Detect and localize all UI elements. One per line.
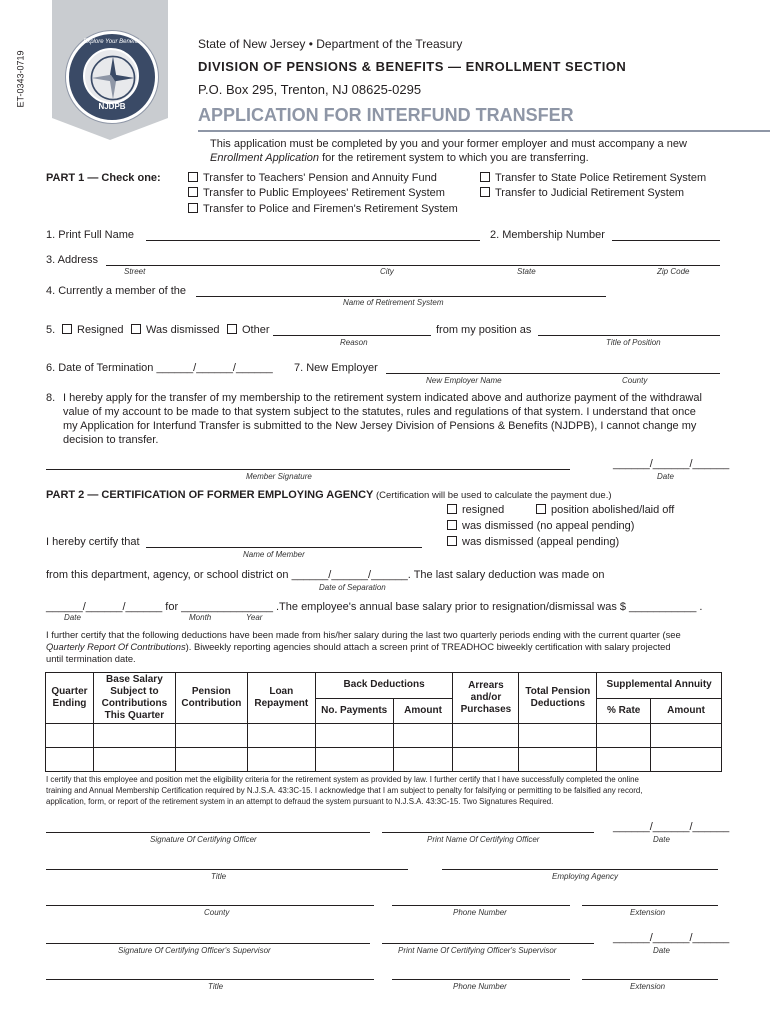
caption-month: Month	[189, 613, 212, 622]
option-tpaf[interactable]	[188, 172, 437, 184]
th-supplemental: Supplemental Annuity	[597, 673, 722, 699]
q5-resigned-label: Resigned	[77, 324, 124, 336]
th-arrears: Arrears and/or Purchases	[453, 673, 519, 724]
table-cell[interactable]	[597, 724, 651, 748]
caption-print-supervisor: Print Name Of Certifying Officer's Supervisor	[398, 946, 557, 955]
table-cell[interactable]	[247, 724, 315, 748]
caption-city: City	[380, 267, 394, 276]
member-date-field[interactable]: ______/______/______	[613, 458, 730, 470]
further-certify-1: I further certify that the following deductions have been made from his/her salary during the last two quarterly periods ending with the current quarter (see	[46, 629, 681, 640]
caption-retirement-system: Name of Retirement System	[343, 298, 444, 307]
q2-label: 2. Membership Number	[490, 229, 605, 241]
option-sprs[interactable]	[480, 172, 706, 184]
opt-resigned-label: resigned	[462, 504, 505, 516]
caption-county2: County	[204, 908, 230, 917]
checkbox[interactable]	[480, 172, 490, 182]
q8-line-4: decision to transfer.	[63, 434, 159, 446]
q5-from-label: from my position as	[436, 324, 532, 336]
county-field[interactable]	[46, 905, 374, 906]
further-certify-3: until termination date.	[46, 653, 136, 664]
reason-field[interactable]	[273, 335, 431, 336]
further-italic: Quarterly Report Of Contributions	[46, 641, 186, 652]
caption-name-of-member: Name of Member	[243, 550, 305, 559]
table-cell[interactable]	[247, 748, 315, 772]
membership-number-field[interactable]	[612, 240, 720, 241]
caption-date: Date	[657, 472, 674, 481]
member-signature-field[interactable]	[46, 469, 570, 470]
njdpb-seal	[66, 31, 158, 123]
table-cell[interactable]	[393, 748, 453, 772]
table-cell[interactable]	[453, 724, 519, 748]
q8-line-1: I hereby apply for the transfer of my membership to the retirement system indicated above and authorize payment of the withdrawal	[63, 392, 702, 404]
intro-line-2	[210, 152, 589, 164]
table-cell[interactable]	[453, 748, 519, 772]
option-pers[interactable]	[188, 187, 445, 199]
caption-title: Title	[211, 872, 227, 881]
checkbox[interactable]	[131, 324, 141, 334]
th-amount2: Amount	[651, 698, 722, 724]
checkbox[interactable]	[447, 520, 457, 530]
title-field[interactable]	[46, 869, 408, 870]
table-cell[interactable]	[315, 748, 393, 772]
caption-supervisor-date: Date	[653, 946, 670, 955]
table-cell[interactable]	[46, 748, 94, 772]
caption-supervisor-phone: Phone Number	[453, 982, 507, 991]
certify-text-2: training and Annual Membership Certification required by N.J.S.A. 43:3C-15. I acknowledge that I am subject to penalty for falsifying or permitting to be falsified any record,	[46, 786, 643, 795]
caption-county: County	[622, 376, 648, 385]
intro-rest: for the retirement system to which you are transferring.	[319, 152, 589, 164]
caption-employing-agency: Employing Agency	[552, 872, 618, 881]
caption-print-officer: Print Name Of Certifying Officer	[427, 835, 540, 844]
certify-text-3: application, form, or report of the retirement system in an attempt to defraud the system pursuant to N.J.S.A. 43:3C-15. Two Signatures Required.	[46, 797, 554, 806]
supervisor-print-name-field[interactable]	[382, 943, 594, 944]
position-title-field[interactable]	[538, 335, 720, 336]
certify-text-1: I certify that this employee and position met the eligibility criteria for the retirement system as provided by law. I further certify that I have successfully completed the online	[46, 775, 639, 784]
officer-signature-field[interactable]	[46, 832, 370, 833]
q5-other-label: Other	[242, 324, 270, 336]
opt-dismissed-appeal[interactable]	[447, 536, 619, 548]
part1-label: PART 1 — Check one:	[46, 172, 161, 184]
table-cell[interactable]	[315, 724, 393, 748]
table-cell[interactable]	[393, 724, 453, 748]
checkbox[interactable]	[447, 504, 457, 514]
table-cell[interactable]	[519, 724, 597, 748]
table-row	[46, 724, 722, 748]
q8-line-2: value of my account to be made to that system subject to the statutes, rules and regulations of that system. I understand that once	[63, 406, 696, 418]
table-cell[interactable]	[651, 748, 722, 772]
th-back-deductions: Back Deductions	[315, 673, 453, 699]
form-id: ET-0343-0719	[15, 50, 26, 108]
part2-heading-note: (Certification will be used to calculate the payment due.)	[373, 490, 612, 501]
employing-agency-field[interactable]	[442, 869, 718, 870]
part2-heading-bold: PART 2 — CERTIFICATION OF FORMER EMPLOYING AGENCY	[46, 489, 374, 501]
extension-field[interactable]	[582, 905, 718, 906]
th-total-pension: Total Pension Deductions	[519, 673, 597, 724]
checkbox[interactable]	[188, 172, 198, 182]
table-cell[interactable]	[175, 748, 247, 772]
option-label: Transfer to Teachers' Pension and Annuity Fund	[203, 172, 437, 184]
table-row	[46, 748, 722, 772]
supervisor-title-field[interactable]	[46, 979, 374, 980]
header-line1: State of New Jersey • Department of the Treasury	[198, 37, 463, 51]
caption-supervisor-title: Title	[208, 982, 224, 991]
th-no-payments: No. Payments	[315, 698, 393, 724]
q8-line-3: my Application for Interfund Transfer is submitted to the New Jersey Division of Pensions & Benefits (NJDPB), I cannot change my	[63, 420, 697, 432]
checkbox[interactable]	[536, 504, 546, 514]
caption-member-signature: Member Signature	[246, 472, 312, 481]
table-cell[interactable]	[519, 748, 597, 772]
option-label: Transfer to Judicial Retirement System	[495, 187, 685, 199]
caption-extension: Extension	[630, 908, 666, 917]
opt-abolished-label: position abolished/laid off	[551, 504, 675, 516]
address-field[interactable]	[106, 265, 720, 266]
q3-label: 3. Address	[46, 254, 98, 266]
caption-zip: Zip Code	[657, 267, 690, 276]
q6-label[interactable]: 6. Date of Termination ______/______/______	[46, 362, 273, 374]
opt-abolished[interactable]	[536, 504, 674, 516]
option-pfrs[interactable]	[188, 203, 458, 215]
checkbox[interactable]	[480, 187, 490, 197]
phone-field[interactable]	[392, 905, 570, 906]
full-name-field[interactable]	[146, 240, 480, 241]
option-label: Transfer to Police and Firemen's Retirement System	[203, 203, 458, 215]
th-pension: Pension Contribution	[175, 673, 247, 724]
caption-supervisor-extension: Extension	[630, 982, 666, 991]
caption-new-employer: New Employer Name	[426, 376, 502, 385]
opt-dismissed-no-appeal[interactable]	[447, 520, 634, 532]
caption-state: State	[517, 267, 536, 276]
retirement-system-field[interactable]	[196, 296, 606, 297]
opt-dismissed-no-label: was dismissed (no appeal pending)	[462, 520, 635, 532]
caption-reason: Reason	[340, 338, 368, 347]
deductions-table	[45, 672, 722, 772]
supervisor-date-field[interactable]: ______/______/______	[613, 932, 730, 944]
table-cell[interactable]	[597, 748, 651, 772]
compass-icon	[83, 48, 139, 104]
table-cell[interactable]	[93, 748, 175, 772]
q5-dismissed[interactable]	[131, 324, 220, 336]
checkbox[interactable]	[62, 324, 72, 334]
from-department-line[interactable]: from this department, agency, or school district on ______/______/______. The last salary deduction was made on	[46, 569, 605, 581]
supervisor-phone-field[interactable]	[392, 979, 570, 980]
q1-label: 1. Print Full Name	[46, 229, 135, 241]
checkbox[interactable]	[447, 536, 457, 546]
seal-top-text: Explore Your Benefits	[83, 39, 141, 45]
caption-sig-supervisor: Signature Of Certifying Officer's Supervisor	[118, 946, 271, 955]
supervisor-signature-field[interactable]	[46, 943, 370, 944]
new-employer-field[interactable]	[386, 373, 720, 374]
q5-label: 5.	[46, 324, 56, 336]
q5-other[interactable]	[227, 324, 270, 336]
checkbox[interactable]	[227, 324, 237, 334]
q7-label: 7. New Employer	[294, 362, 378, 374]
title-rule	[198, 130, 770, 132]
caption-phone: Phone Number	[453, 908, 507, 917]
member-name-field[interactable]	[146, 547, 422, 548]
th-pct-rate: % Rate	[597, 698, 651, 724]
page-title: APPLICATION FOR INTERFUND TRANSFER	[198, 105, 574, 125]
caption-officer-date: Date	[653, 835, 670, 844]
table-cell[interactable]	[93, 724, 175, 748]
supervisor-extension-field[interactable]	[582, 979, 718, 980]
q4-label: 4. Currently a member of the	[46, 285, 187, 297]
seal-label: NJDPB	[98, 102, 126, 111]
table-cell[interactable]	[46, 724, 94, 748]
header-line2: DIVISION OF PENSIONS & BENEFITS — ENROLLMENT SECTION	[198, 59, 627, 74]
caption-year: Year	[246, 613, 263, 622]
option-label: Transfer to Public Employees' Retirement System	[203, 187, 445, 199]
caption-sig-officer: Signature Of Certifying Officer	[150, 835, 257, 844]
checkbox[interactable]	[188, 187, 198, 197]
th-base-salary: Base Salary Subject to Contributions This Quarter	[93, 673, 175, 724]
opt-dismissed-yes-label: was dismissed (appeal pending)	[462, 536, 620, 548]
caption-salary-date: Date	[64, 613, 81, 622]
checkbox[interactable]	[188, 203, 198, 213]
officer-print-name-field[interactable]	[382, 832, 594, 833]
th-quarter-ending: Quarter Ending	[46, 673, 94, 724]
table-cell[interactable]	[175, 724, 247, 748]
further-certify-2	[46, 641, 671, 652]
caption-street: Street	[124, 267, 146, 276]
intro-italic: Enrollment Application	[210, 152, 320, 164]
header-line3: P.O. Box 295, Trenton, NJ 08625-0295	[198, 82, 422, 97]
table-cell[interactable]	[651, 724, 722, 748]
th-loan: Loan Repayment	[247, 673, 315, 724]
further-rest: ). Biweekly reporting agencies should attach a screen print of TREADHOC biweekly certification with salary projected	[185, 641, 671, 652]
q5-dismissed-label: Was dismissed	[146, 324, 220, 336]
part2-heading	[46, 489, 612, 501]
caption-title-of-position: Title of Position	[606, 338, 661, 347]
certify-that-label: I hereby certify that	[46, 536, 140, 548]
opt-resigned[interactable]	[447, 504, 504, 516]
q5-resigned[interactable]	[62, 324, 123, 336]
caption-date-of-separation: Date of Separation	[319, 583, 386, 592]
option-jrs[interactable]	[480, 187, 684, 199]
option-label: Transfer to State Police Retirement System	[495, 172, 707, 184]
q8-number: 8.	[46, 392, 56, 404]
intro-line-1: This application must be completed by you and your former employer and must accompany a new	[210, 138, 687, 150]
th-amount: Amount	[393, 698, 453, 724]
salary-line[interactable]: ______/______/______ for _______________ .The employee's annual base salary prior to resignation/dismissal was $ ___________ .	[46, 601, 703, 613]
officer-date-field[interactable]: ______/______/______	[613, 821, 730, 833]
